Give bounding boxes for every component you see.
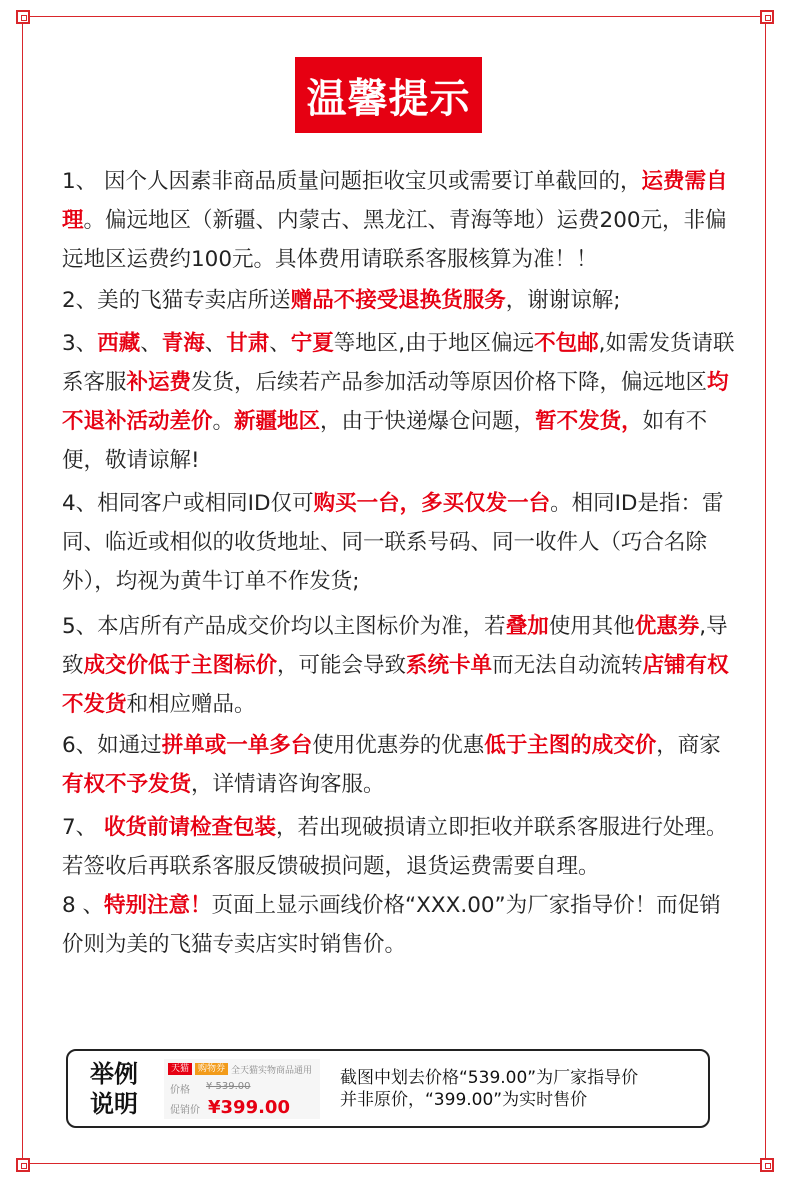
corner-ornament-icon	[16, 1158, 30, 1172]
notice-item	[62, 162, 742, 279]
example-text-line2: 并非原价，“399.00”为实时售价	[340, 1089, 588, 1110]
notice-text: 使用其他	[548, 614, 635, 639]
highlight-text: 青海	[161, 331, 205, 356]
notice-text: 、	[140, 331, 162, 356]
notice-text: 。相同ID是指：雷同、临近或相似的收货地址、同一联系号码、同一收件人（巧合名除外），均视为黄牛订单不作发货;	[62, 491, 724, 594]
notice-text: 4、相同客户或相同ID仅可	[62, 491, 314, 516]
highlight-text: 补运费	[126, 370, 192, 395]
notice-item	[62, 886, 742, 964]
highlight-text: 新疆地区	[234, 409, 321, 434]
notice-item	[62, 281, 742, 320]
notice-item	[62, 808, 742, 886]
notice-text: 使用优惠券的优惠	[312, 733, 485, 758]
highlight-text: 赠品不接受退换货服务	[290, 288, 506, 313]
coupon-caption: 全天猫实物商品通用	[231, 1065, 313, 1076]
notice-text: 和相应赠品。	[126, 692, 256, 717]
highlight-text: 特别注意！	[104, 893, 212, 918]
notice-text: 8 、	[62, 893, 105, 918]
notice-text: 6、如通过	[62, 733, 162, 758]
highlight-text: 暂不发货，	[535, 409, 643, 434]
notice-text: 1、 因个人因素非商品质量问题拒收宝贝或需要订单截回的，	[62, 169, 642, 194]
sale-label: 促销价	[170, 1104, 200, 1116]
notice-text: ，可能会导致	[277, 653, 407, 678]
example-label-line2: 说明	[90, 1089, 138, 1118]
highlight-text: 均不退补活动差价	[62, 370, 729, 434]
highlight-text: 有权不予发货	[62, 772, 192, 797]
corner-ornament-icon	[760, 10, 774, 24]
page-title: 温馨提示	[295, 57, 482, 133]
highlight-text: 甘肃	[226, 331, 270, 356]
example-description	[340, 1067, 638, 1111]
notice-text: 、	[204, 331, 227, 356]
highlight-text: 不包邮	[534, 331, 599, 356]
notice-text: 发货，后续若产品参加活动等原因价格下降，偏远地区	[191, 370, 708, 395]
notice-list	[62, 162, 742, 964]
notice-item	[62, 324, 742, 480]
notice-text: ，商家	[656, 733, 721, 758]
example-label-line1: 举例	[90, 1059, 138, 1088]
sale-price: ¥399.00	[208, 1096, 290, 1118]
highlight-text: 收货前请检查包装	[104, 815, 277, 840]
highlight-text: 购买一台，多买仅发一台	[313, 491, 551, 516]
highlight-text: 拼单或一单多台	[161, 733, 313, 758]
notice-text: ，详情请咨询客服。	[191, 772, 385, 797]
highlight-text: 系统卡单	[406, 653, 493, 678]
example-text-line1: 截图中划去价格“539.00”为厂家指导价	[340, 1067, 639, 1088]
notice-text: 5、本店所有产品成交价均以主图标价为准，若	[62, 614, 506, 639]
notice-text: ,如需发货请联系客服	[62, 331, 735, 395]
highlight-text: 西藏	[97, 331, 141, 356]
notice-item	[62, 726, 742, 804]
notice-text: ，由于快递爆仓问题，	[320, 409, 536, 434]
price-label: 价格	[170, 1084, 190, 1096]
highlight-text: 叠加	[505, 614, 549, 639]
notice-text: ，若出现破损请立即拒收并联系客服进行处理。若签收后再联系客服反馈破损问题，退货运费需要自理。	[62, 815, 728, 879]
notice-text: 等地区,由于地区偏远	[333, 331, 535, 356]
sale-price-row	[170, 1097, 290, 1118]
highlight-text: 成交价低于主图标价	[83, 653, 278, 678]
notice-text: ，谢谢谅解;	[505, 288, 621, 313]
highlight-text: 优惠券	[634, 614, 700, 639]
notice-text: 、	[269, 331, 291, 356]
example-label	[68, 1059, 160, 1119]
notice-text: 而无法自动流转	[492, 653, 643, 678]
notice-text: 3、	[62, 331, 98, 356]
corner-ornament-icon	[16, 10, 30, 24]
notice-text: 7、	[62, 815, 105, 840]
notice-text: 。偏远地区（新疆、内蒙古、黑龙江、青海等地）运费200元，非偏远地区运费约100元。具体费用请联系客服核算为准！！	[62, 208, 727, 272]
corner-ornament-icon	[760, 1158, 774, 1172]
notice-text: ,导致	[62, 614, 728, 678]
highlight-text: 低于主图的成交价	[484, 733, 657, 758]
example-box	[66, 1049, 710, 1128]
tmall-tag: 天猫	[168, 1063, 192, 1075]
screenshot-header	[168, 1063, 312, 1076]
highlight-text: 运费需自理	[62, 169, 728, 233]
notice-item	[62, 607, 742, 724]
coupon-tag: 购物券	[195, 1063, 228, 1075]
notice-text: 。	[212, 409, 235, 434]
highlight-text: 店铺有权不发货	[62, 653, 729, 717]
notice-text: 页面上显示画线价格“XXX.00”为厂家指导价！而促销价则为美的飞猫专卖店实时销售价。	[62, 893, 721, 957]
original-price: ¥ 539.00	[206, 1080, 251, 1092]
notice-text: 如有不便，敬请谅解!	[62, 409, 708, 473]
notice-text: 2、美的飞猫专卖店所送	[62, 288, 291, 313]
highlight-text: 宁夏	[290, 331, 334, 356]
notice-item	[62, 484, 742, 601]
original-price-row	[170, 1081, 251, 1096]
price-screenshot	[164, 1059, 320, 1119]
